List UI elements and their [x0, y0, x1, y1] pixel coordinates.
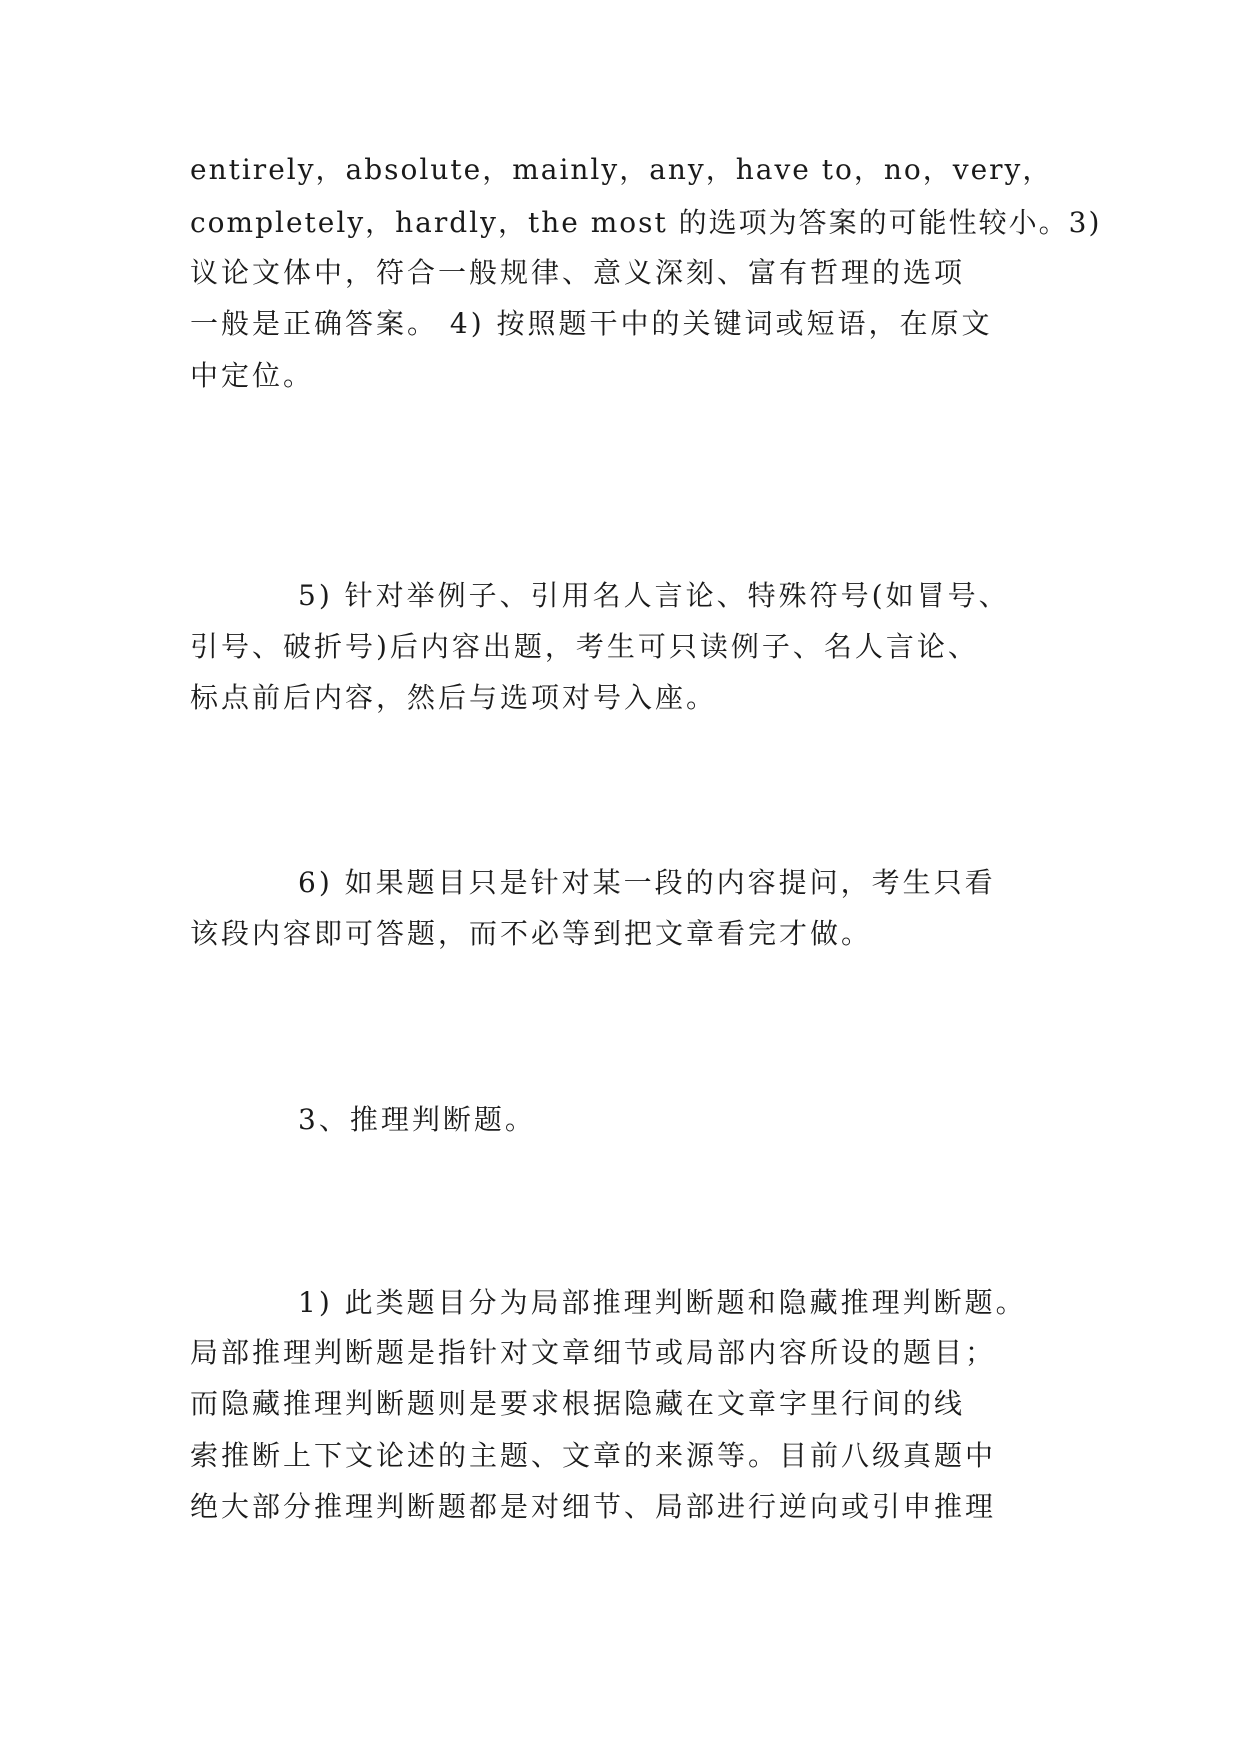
paragraph-line: 该段内容即可答题，而不必等到把文章看完才做。 [190, 917, 873, 950]
paragraph-line: 绝大部分推理判断题都是对细节、局部进行逆向或引申推理 [190, 1490, 997, 1523]
paragraph-line: entirely，absolute，mainly，any，have to，no，very， [190, 153, 1053, 186]
paragraph-line: 索推断上下文论述的主题、文章的来源等。目前八级真题中 [190, 1439, 997, 1472]
paragraph-line: completely，hardly，the most 的选项为答案的可能性较小。3) [190, 206, 1102, 239]
paragraph-line: 标点前后内容，然后与选项对号入座。 [190, 681, 718, 714]
paragraph-line: 议论文体中，符合一般规律、意义深刻、富有哲理的选项 [190, 256, 966, 289]
paragraph-line: 5) 针对举例子、引用名人言论、特殊符号(如冒号、 [298, 579, 1010, 612]
paragraph-line: 引号、破折号)后内容出题，考生可只读例子、名人言论、 [190, 630, 979, 663]
paragraph-line: 一般是正确答案。 4) 按照题干中的关键词或短语，在原文 [190, 307, 993, 340]
paragraph-line: 1) 此类题目分为局部推理判断题和隐藏推理判断题。 [298, 1286, 1027, 1319]
paragraph-line: 局部推理判断题是指针对文章细节或局部内容所设的题目； [190, 1336, 997, 1369]
paragraph-line: 中定位。 [190, 359, 315, 392]
paragraph-line: 而隐藏推理判断题则是要求根据隐藏在文章字里行间的线 [190, 1387, 966, 1420]
section-heading-text: 3、推理判断题。 [298, 1103, 536, 1136]
paragraph-line: 6) 如果题目只是针对某一段的内容提问，考生只看 [298, 866, 996, 899]
